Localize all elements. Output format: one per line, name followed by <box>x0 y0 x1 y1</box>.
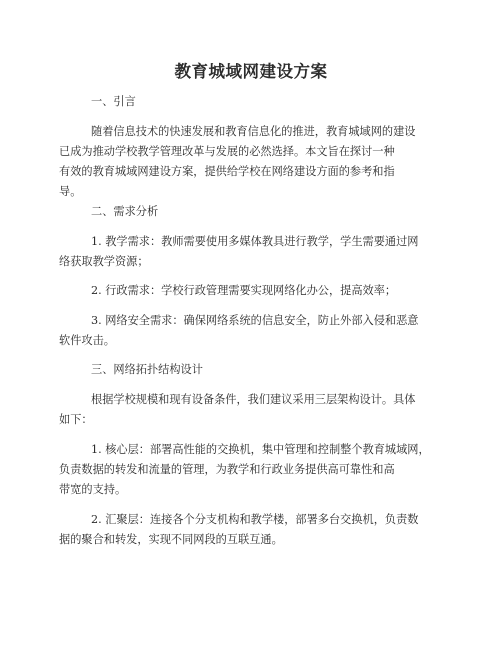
text-line: 软件攻击。 <box>59 334 115 347</box>
section-heading-topology <box>75 360 455 380</box>
need-item-admin <box>75 281 455 301</box>
topology-core-layer <box>59 440 455 500</box>
text-line: 络获取教学资源； <box>59 255 149 268</box>
text-line: 3. 网络安全需求：确保网络系统的信息安全，防止外部入侵和恶意 <box>91 314 419 327</box>
text-line: 1. 教学需求：教师需要使用多媒体教具进行教学，学生需要通过网 <box>91 235 419 248</box>
text-line: 据的聚合和转发，实现不同网段的互联互通。 <box>59 533 283 546</box>
section-heading-needs <box>75 202 455 222</box>
text-line: 负责数据的转发和流量的管理，为教学和行政业务提供高可靠性和高 <box>59 463 395 476</box>
text-line: 有效的教育城域网建设方案，提供给学校在网络建设方面的参考和指 <box>59 165 395 178</box>
heading-text: 二、需求分析 <box>91 205 159 218</box>
text-line: 2. 汇聚层：连接各个分支机构和教学楼，部署多台交换机，负责数 <box>91 513 419 526</box>
intro-paragraph <box>59 122 455 202</box>
document-title: 教育城域网建设方案 <box>174 62 328 81</box>
text-line: 1. 核心层：部署高性能的交换机，集中管理和控制整个教育城域网， <box>91 443 430 456</box>
topology-intro-paragraph <box>59 390 455 430</box>
section-heading-intro <box>75 92 455 112</box>
text-line: 根据学校规模和现有设备条件，我们建议采用三层架构设计。具体 <box>91 393 416 406</box>
need-item-teaching <box>59 232 455 272</box>
need-item-security <box>59 311 455 351</box>
text-line: 2. 行政需求：学校行政管理需要实现网络化办公，提高效率； <box>91 284 397 297</box>
text-line: 导。 <box>59 185 82 198</box>
heading-text: 三、网络拓扑结构设计 <box>91 363 203 376</box>
text-line: 如下： <box>59 413 93 426</box>
text-line: 已成为推动学校教学管理改革与发展的必然选择。本文旨在探讨一种 <box>59 145 395 158</box>
topology-aggregation-layer <box>59 510 455 550</box>
text-line: 随着信息技术的快速发展和教育信息化的推进，教育城域网的建设 <box>91 125 416 138</box>
heading-text: 一、引言 <box>91 95 136 108</box>
text-line: 带宽的支持。 <box>59 483 127 496</box>
